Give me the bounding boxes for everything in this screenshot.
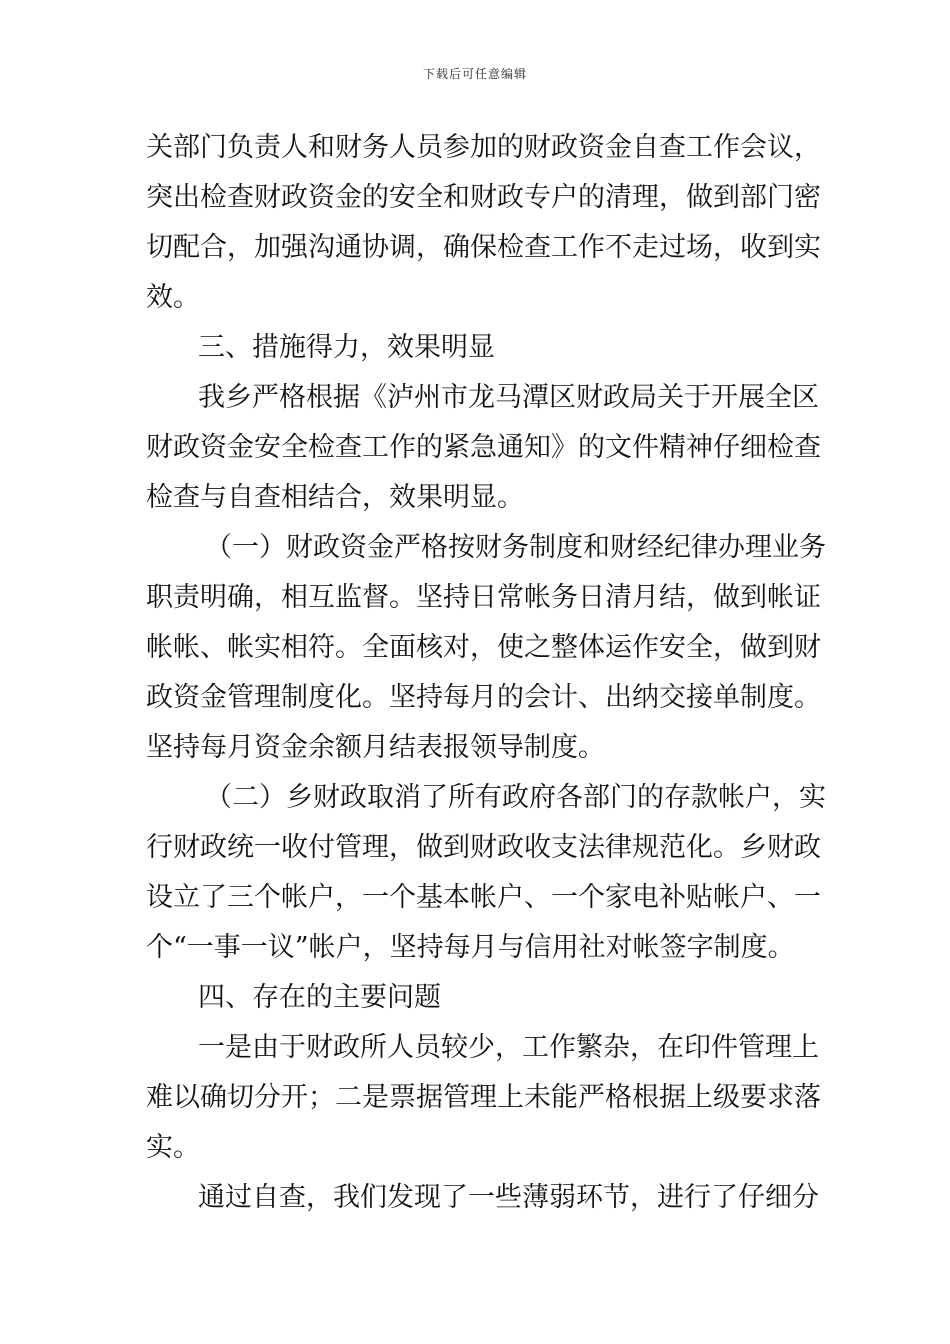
body-line: 通过自查，我们发现了一些薄弱环节，进行了仔细分 <box>198 1182 819 1213</box>
body-line: 坚持每月资金余额月结表报领导制度。 <box>146 732 605 763</box>
body-line: （一）财政资金严格按财务制度和财经纪律办理业务 <box>205 532 826 563</box>
body-line: 实。 <box>146 1132 200 1163</box>
body-line: 财政资金安全检查工作的紧急通知》的文件精神仔细检查 <box>146 432 821 463</box>
section-heading: 四、存在的主要问题 <box>198 982 441 1013</box>
body-line: 设立了三个帐户，一个基本帐户、一个家电补贴帐户、一 <box>146 882 821 913</box>
section-heading: 三、措施得力，效果明显 <box>198 332 495 363</box>
body-line: 难以确切分开；二是票据管理上未能严格根据上级要求落 <box>146 1082 821 1113</box>
body-line: 职责明确，相互监督。坚持日常帐务日清月结，做到帐证 <box>146 582 821 613</box>
body-line: 关部门负责人和财务人员参加的财政资金自查工作会议， <box>146 132 821 163</box>
body-line: 我乡严格根据《泸州市龙马潭区财政局关于开展全区 <box>198 382 819 413</box>
body-line: 效。 <box>146 282 200 313</box>
page-header-note: 下载后可任意编辑 <box>422 67 527 81</box>
body-line: 行财政统一收付管理，做到财政收支法律规范化。乡财政 <box>146 832 821 863</box>
body-line: 政资金管理制度化。坚持每月的会计、出纳交接单制度。 <box>146 682 821 713</box>
body-line: 帐帐、帐实相符。全面核对，使之整体运作安全，做到财 <box>146 632 821 663</box>
body-line: 一是由于财政所人员较少，工作繁杂，在印件管理上 <box>198 1032 819 1063</box>
body-line: （二）乡财政取消了所有政府各部门的存款帐户，实 <box>205 782 826 813</box>
body-line: 突出检查财政资金的安全和财政专户的清理，做到部门密 <box>146 182 821 213</box>
body-line: 个“一事一议”帐户，坚持每月与信用社对帐签字制度。 <box>146 932 795 963</box>
body-line: 切配合，加强沟通协调，确保检查工作不走过场，收到实 <box>146 232 821 263</box>
body-line: 检查与自查相结合，效果明显。 <box>146 482 524 513</box>
